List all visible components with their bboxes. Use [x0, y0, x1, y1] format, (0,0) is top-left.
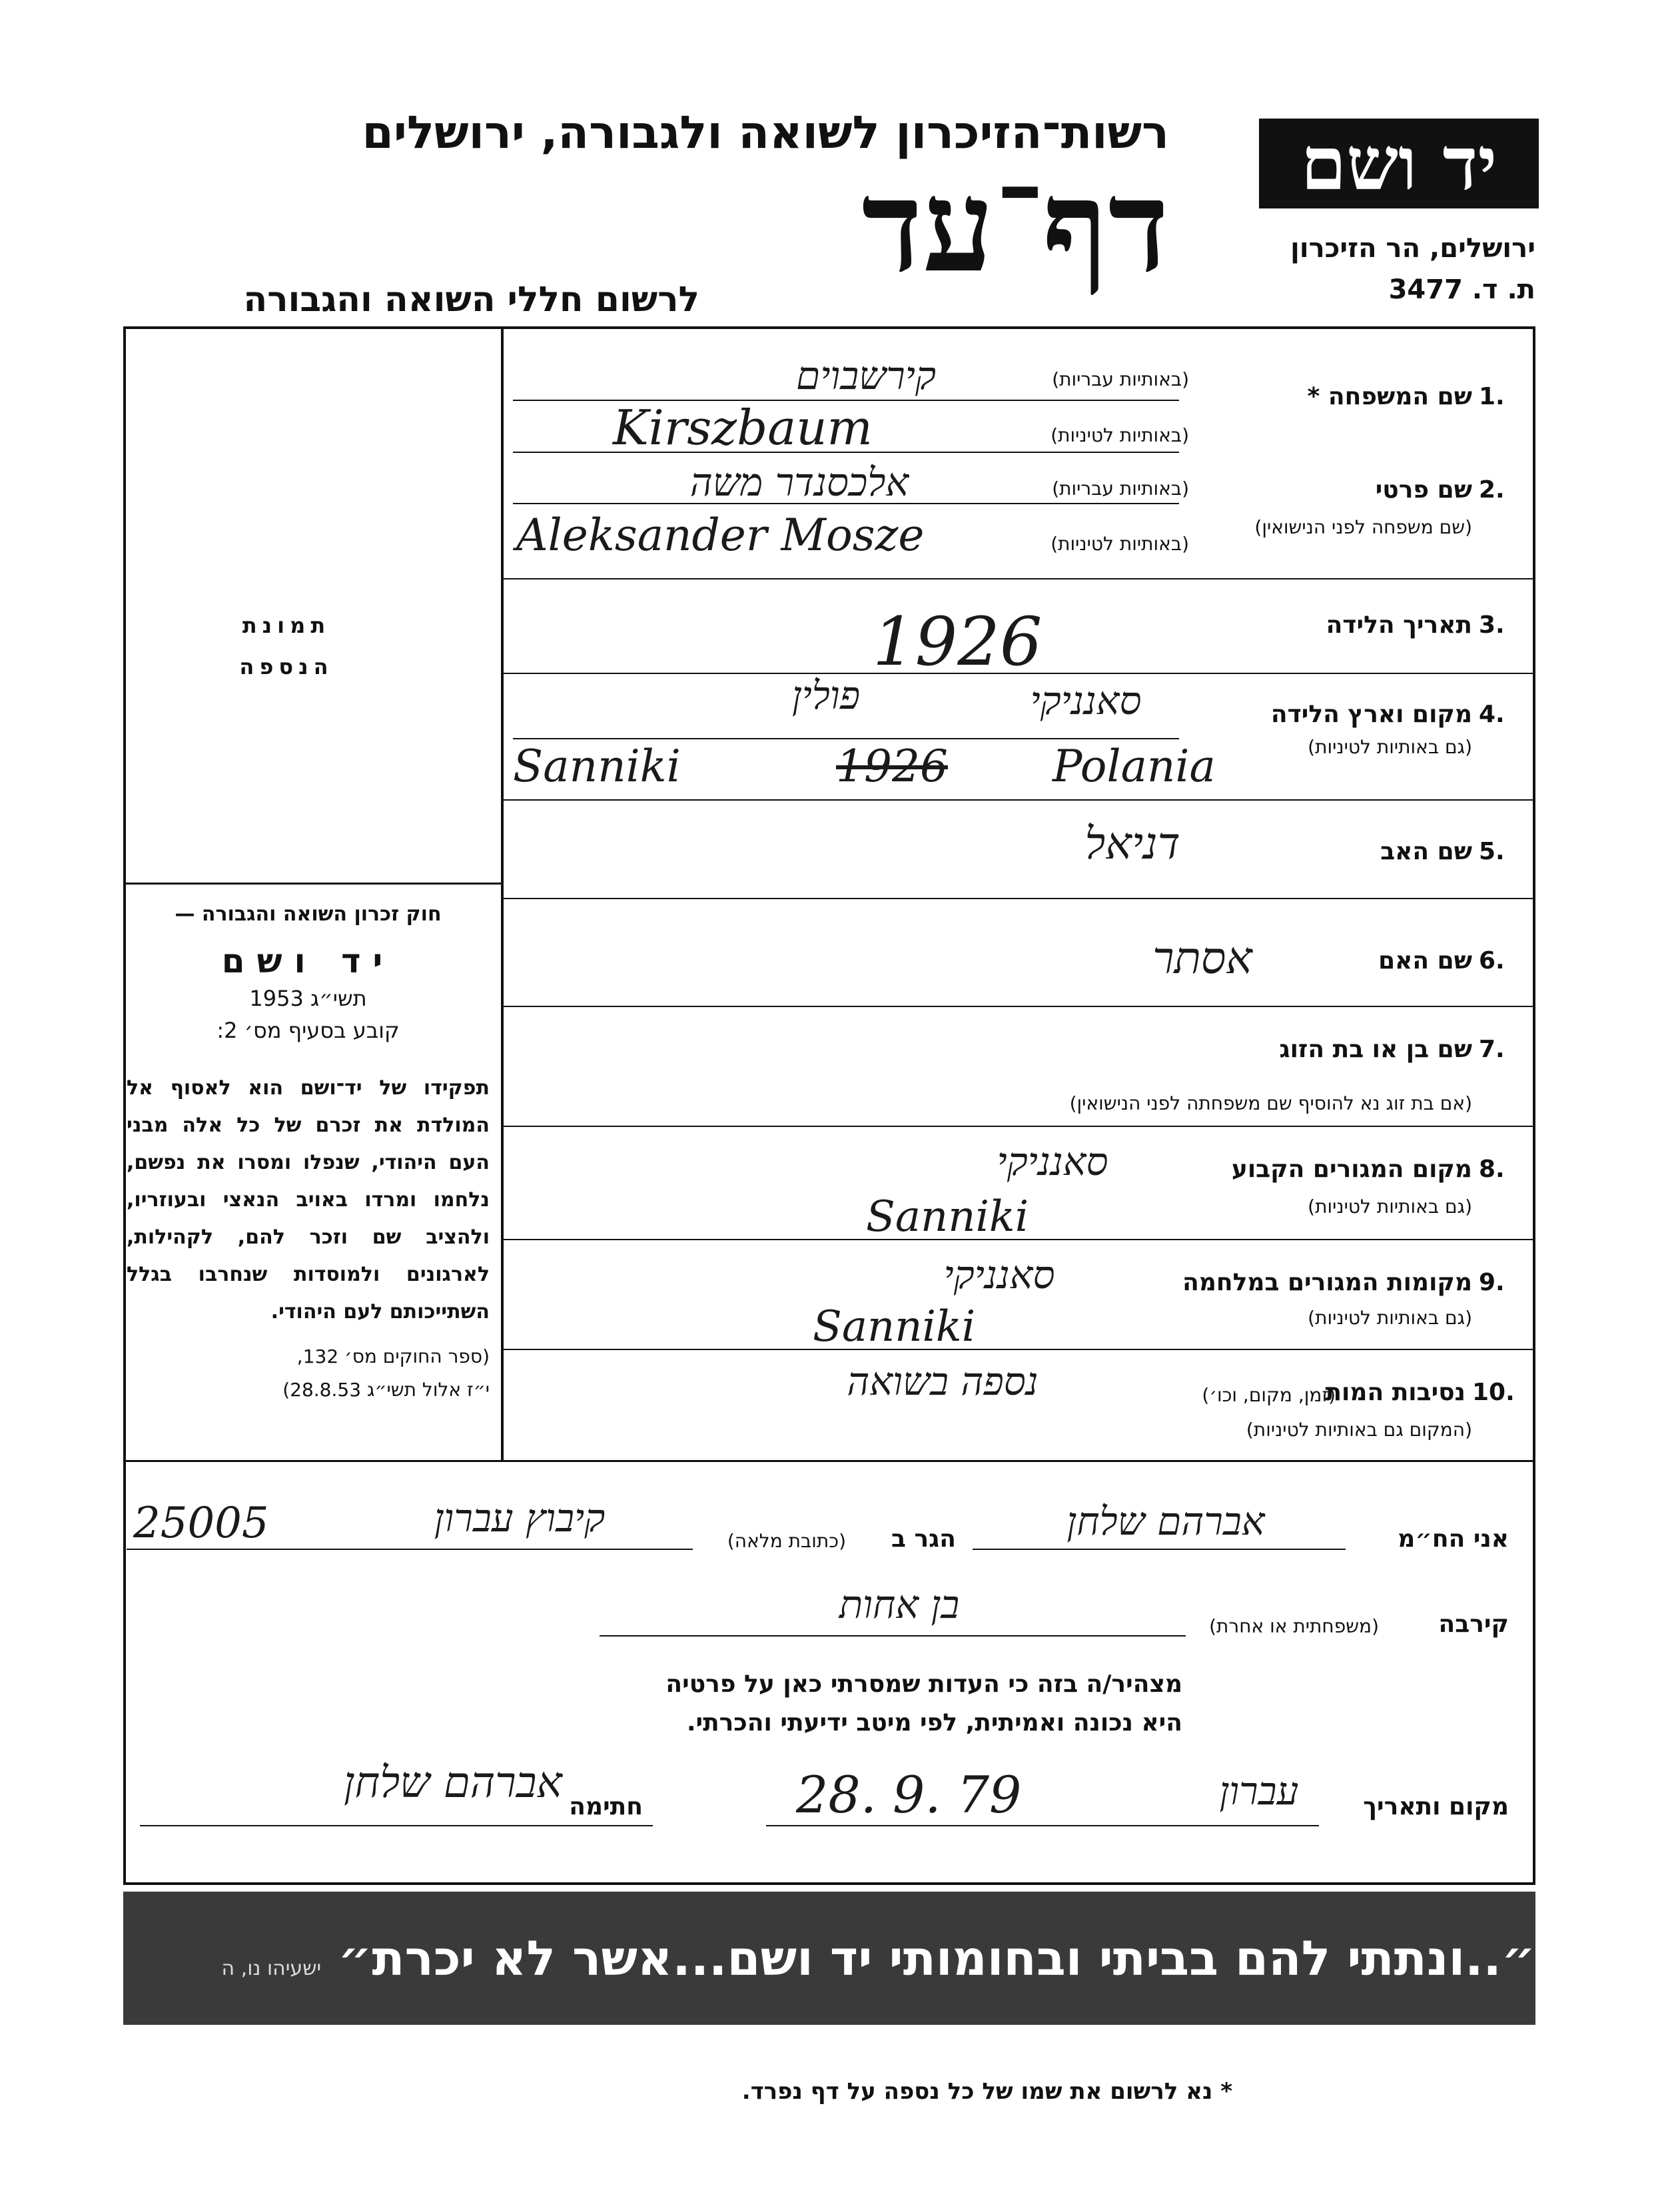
address-note: (כתובת מלאה) — [727, 1530, 846, 1552]
mother-name-value: אסתר — [1152, 932, 1252, 984]
photo-placeholder — [220, 605, 353, 687]
birth-date-value: 1926 — [873, 603, 1043, 681]
wartime-residence-latin-value: Sanniki — [813, 1302, 976, 1351]
quote-reference: ישעיהו נו, ה — [221, 1957, 322, 1980]
field-4-note: (גם באותיות לטיניות) — [1308, 736, 1472, 758]
field-8-number: 8. — [1479, 1156, 1505, 1183]
declarant-name-value: אברהם שלחן — [1066, 1499, 1265, 1544]
law-name: יד ושם — [221, 942, 395, 980]
place-value: עברון — [1219, 1768, 1299, 1814]
row-divider — [504, 1006, 1533, 1007]
birthplace-latin-value: Sanniki — [513, 741, 681, 792]
field-3-number: 3. — [1479, 611, 1505, 639]
address-line-1: ירושלים, הר הזיכרון — [1290, 233, 1535, 264]
birth-country-hebrew-value: פולין — [791, 673, 861, 718]
quote-banner — [123, 1892, 1535, 2025]
row-divider — [504, 578, 1533, 579]
footnote: * נא לרשום את שמו של כל נספה על דף נפרד. — [741, 2078, 1232, 2105]
frame-left — [123, 326, 126, 1884]
signature-line — [140, 1825, 653, 1826]
field-2-sub-latin: (באותיות לטיניות) — [1050, 533, 1189, 555]
row-divider — [504, 799, 1533, 801]
field-3-label: תאריך הלידה — [1326, 611, 1472, 639]
relation-label: קירבה — [1438, 1611, 1509, 1638]
quote-text: ״..ונתתי להם בביתי ובחומותי יד ושם...אשר לא יכרת״ — [338, 1930, 1535, 1986]
birth-country-latin-value: Polania — [1052, 741, 1216, 792]
first-name-latin-value: Aleksander Mosze — [516, 510, 925, 561]
field-7-note: (אם בת זוג נא להוסיף שם משפחתה לפני הנישואין) — [1069, 1092, 1472, 1114]
column-divider — [501, 326, 504, 1460]
father-name-value: דניאל — [1084, 818, 1180, 869]
signature-value: אברהם שלחן — [344, 1758, 562, 1808]
field-5-number: 5. — [1479, 838, 1505, 865]
field-9-label: מקומות המגורים במלחמה — [1182, 1269, 1472, 1296]
address-line-2: ת. ד. 3477 — [1388, 274, 1535, 305]
field-8-label: מקום המגורים הקבוע — [1231, 1156, 1472, 1183]
relation-line — [600, 1635, 1186, 1637]
law-year: תשי״ג 1953 — [249, 986, 367, 1011]
photo-label-line-1: תמונת — [242, 613, 331, 638]
field-7-label: שם בן או בת הזוג — [1279, 1036, 1472, 1063]
law-source-2: י״ז אלול תשי״ג 28.8.53) — [282, 1379, 490, 1401]
address-line — [127, 1549, 693, 1550]
law-heading: חוק זכרון השואה והגבורה — — [175, 903, 442, 926]
field-8-note: (גם באותיות לטיניות) — [1308, 1196, 1472, 1218]
field-6-number: 6. — [1479, 947, 1505, 974]
field-10-label: נסיבות המות — [1325, 1379, 1465, 1406]
resides-label: הגר ב — [891, 1525, 956, 1553]
field-9-number: 9. — [1479, 1269, 1505, 1296]
field-1-number: 1. — [1479, 383, 1505, 410]
field-10-number: 10. — [1472, 1379, 1515, 1406]
declarant-line — [973, 1549, 1346, 1550]
law-source-1: (ספר החוקים מס׳ 132, — [296, 1345, 490, 1367]
field-10-sub: (זמן, מקום, וכו׳) — [1202, 1384, 1336, 1406]
field-5-label: שם האב — [1380, 838, 1472, 865]
field-7-number: 7. — [1479, 1036, 1505, 1063]
field-1-label: שם המשפחה * — [1307, 383, 1472, 410]
field-9-note: (גם באותיות לטיניות) — [1308, 1307, 1472, 1329]
law-text: תפקידו של יד־ושם הוא לאסוף אל המולדת את זכרם של כל אלה מבני העם היהודי, שנפלו ומסרו את נפשם, נלחמו ומרדו באויב הנאצי ובעוזריו, ולהציב שם וזכר להם, לקהילות, לארגונים ולמוסדות שנחרבו בגלל השתייכותם לעם היהודי. — [127, 1076, 490, 1323]
wartime-residence-hebrew-value: סאנניקי — [943, 1252, 1055, 1297]
photo-divider — [123, 883, 503, 885]
place-date-line — [766, 1825, 1319, 1826]
struck-date-value: 1926 — [836, 741, 948, 792]
quote-text-container — [137, 1892, 1535, 2025]
yad-vashem-logo: יד ושם — [1259, 119, 1539, 208]
law-panel — [127, 903, 490, 1407]
field-2-sub-hebrew: (באותיות עבריות) — [1052, 478, 1189, 500]
declaration-statement-1: מצהיר/ה בזה כי העדות שמסרתי כאן על פרטיה — [665, 1670, 1182, 1698]
value-line — [513, 738, 1179, 739]
frame-right — [1533, 326, 1535, 1884]
postal-code-value: 25005 — [133, 1499, 269, 1548]
page-title: דף־עד — [861, 152, 1169, 300]
photo-label-line-2: הנספה — [239, 654, 334, 679]
declaration-divider — [123, 1460, 1535, 1462]
field-2-note: (שם משפחה לפני הנישואין) — [1254, 516, 1472, 538]
first-name-hebrew-value: אלכסנדר משה — [689, 460, 909, 505]
row-divider — [504, 898, 1533, 899]
field-1-sub-latin: (באותיות לטיניות) — [1050, 424, 1189, 446]
family-name-hebrew-value: קירשבוים — [796, 353, 936, 398]
relation-note: (משפחתית או אחרת) — [1209, 1615, 1379, 1637]
law-section: קובע בסעיף מס׳ 2: — [216, 1018, 400, 1043]
field-6-label: שם האם — [1378, 947, 1472, 974]
frame-bottom — [123, 1882, 1535, 1885]
field-4-label: מקום וארץ הלידה — [1270, 701, 1472, 728]
date-value: 28. 9. 79 — [796, 1765, 1022, 1824]
field-2-number: 2. — [1479, 476, 1505, 504]
permanent-residence-hebrew-value: סאנניקי — [997, 1139, 1108, 1184]
permanent-residence-latin-value: Sanniki — [866, 1192, 1029, 1242]
relation-value: בן אחות — [839, 1582, 960, 1627]
address-value: קיבוץ עברון — [434, 1495, 606, 1541]
death-circumstances-value: נספה בשואה — [847, 1359, 1039, 1404]
declarant-label: אני הח״מ — [1398, 1525, 1509, 1553]
birthplace-hebrew-value: סאנניקי — [1030, 678, 1142, 723]
authority-title: רשות־הזיכרון לשואה ולגבורה, ירושלים — [362, 107, 1169, 159]
frame-top — [123, 326, 1535, 329]
family-name-latin-value: Kirszbaum — [613, 400, 873, 456]
field-2-label: שם פרטי — [1375, 476, 1472, 504]
declaration-statement-2: היא נכונה ואמיתית, לפי מיטב ידיעתי והכרתי. — [686, 1709, 1182, 1736]
signature-label: חתימה — [569, 1793, 643, 1820]
field-4-number: 4. — [1479, 701, 1505, 728]
address — [1136, 228, 1535, 310]
field-1-sub-hebrew: (באותיות עבריות) — [1052, 368, 1189, 390]
row-divider — [504, 1126, 1533, 1127]
place-date-label: מקום ותאריך — [1363, 1793, 1509, 1820]
page-subtitle: לרשום חללי השואה והגבורה — [243, 280, 699, 320]
field-10-note: (המקום גם באותיות לטיניות) — [1246, 1419, 1472, 1441]
